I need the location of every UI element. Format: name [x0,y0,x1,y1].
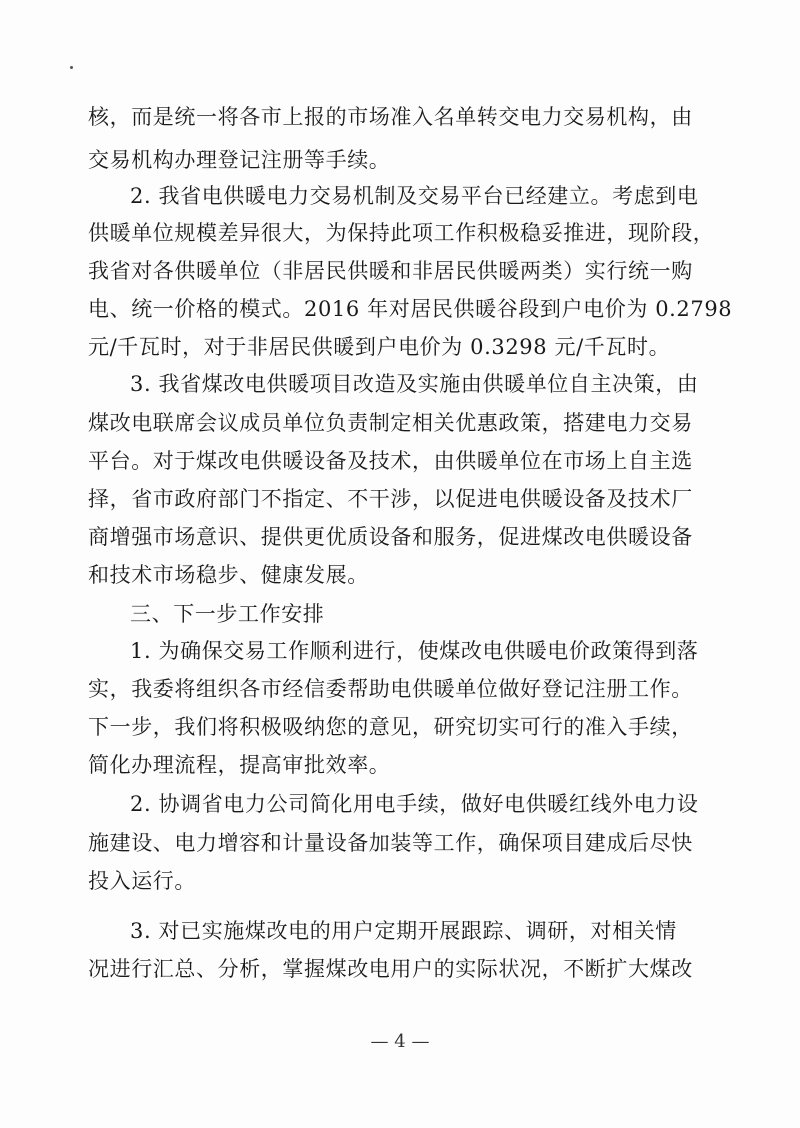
body-line: 施建设、电力增容和计量设备加装等工作，确保项目建成后尽快 [88,831,693,855]
body-line: 实，我委将组织各市经信委帮助电供暖单位做好登记注册工作。 [88,677,693,701]
body-line: 电、统一价格的模式。2016 年对居民供暖谷段到户电价为 0.2798 [88,297,733,321]
body-line: 简化办理流程，提高审批效率。 [88,753,391,777]
body-line: 择，省市政府部门不指定、不干涉，以促进电供暖设备及技术厂 [88,487,693,511]
body-line: 我省对各供暖单位（非居民供暖和非居民供暖两类）实行统一购 [88,259,693,283]
section-heading: 三、下一步工作安排 [130,602,325,626]
body-line: 商增强市场意识、提供更优质设备和服务，促进煤改电供暖设备 [88,525,693,549]
body-line: 煤改电联席会议成员单位负责制定相关优惠政策，搭建电力交易 [88,411,693,435]
body-line: 2. 协调省电力公司简化用电手续，做好电供暖红线外电力设 [130,792,699,816]
body-line: 供暖单位规模差异很大，为保持此项工作积极稳妥推进，现阶段， [88,221,715,245]
body-line: 元/千瓦时，对于非居民供暖到户电价为 0.3298 元/千瓦时。 [88,335,671,359]
body-line: 平台。对于煤改电供暖设备及技术，由供暖单位在市场上自主选 [88,449,693,473]
body-line: 投入运行。 [88,869,196,893]
body-line: 况进行汇总、分析，掌握煤改电用户的实际状况，不断扩大煤改 [88,957,693,981]
page-number: — 4 — [370,1031,430,1052]
body-line: 3. 我省煤改电供暖项目改造及实施由供暖单位自主决策，由 [130,372,699,396]
body-line: 和技术市场稳步、健康发展。 [88,563,369,587]
body-line: 1. 为确保交易工作顺利进行，使煤改电供暖电价政策得到落 [130,639,699,663]
body-line: 3. 对已实施煤改电的用户定期开展跟踪、调研，对相关情 [130,919,677,943]
body-line: 2. 我省电供暖电力交易机制及交易平台已经建立。考虑到电 [130,184,699,208]
scan-mark [70,66,73,69]
body-line: 交易机构办理登记注册等手续。 [88,148,391,172]
body-line: 核，而是统一将各市上报的市场准入名单转交电力交易机构，由 [88,105,693,129]
body-line: 下一步，我们将积极吸纳您的意见，研究切实可行的准入手续， [88,715,693,739]
